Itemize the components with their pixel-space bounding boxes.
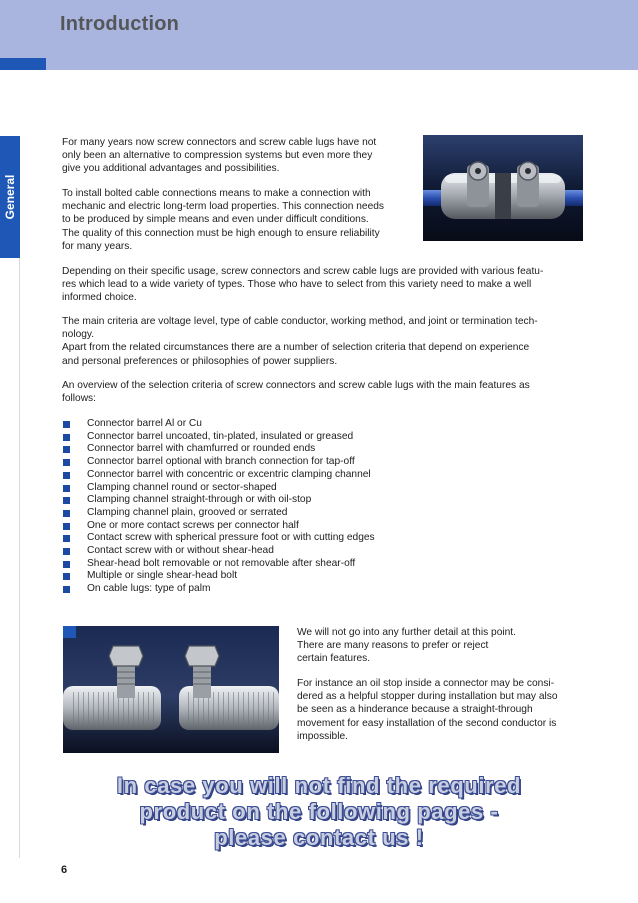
bullet-square-icon [63,535,70,542]
bullet-square-icon [63,497,70,504]
list-item: Contact screw with spherical pressure foot or with cutting edges [62,532,375,545]
screw-connector-photo [423,135,583,241]
list-item: Clamping channel round or sector-shaped [62,482,375,495]
list-item: Clamping channel straight-through or with oil-stop [62,494,375,507]
list-item: Contact screw with or without shear-head [62,545,375,558]
intro-paragraph-5: An overview of the selection criteria of screw connectors and screw cable lugs with the main features as follows: [62,380,530,405]
intro-paragraph-1: For many years now screw connectors and screw cable lugs have not only been an alternative to compression systems but even more they give you additional advantages and possibilities. [62,137,377,175]
bullet-square-icon [63,421,70,428]
list-item: Connector barrel optional with branch connection for tap-off [62,456,375,469]
list-item: Clamping channel plain, grooved or serrated [62,507,375,520]
cta-line-2: product on the following pages - [139,799,499,824]
intro-paragraph-4: The main criteria are voltage level, type of cable conductor, working method, and joint or termination tech- nology. Apart from the related circumstances there are a number of selection criteria that depend on experience and personal preferences or philosophies of power suppliers. [62,316,538,367]
bullet-square-icon [63,510,70,517]
note-paragraph-1: We will not go into any further detail at this point. There are many reasons to prefer or reject certain features. [297,627,516,665]
photo-corner-marker [63,626,76,638]
contact-call-to-action [60,773,578,851]
bullet-square-icon [63,523,70,530]
bullet-square-icon [63,459,70,466]
note-paragraph-2: For instance an oil stop inside a connector may be consi- dered as a helpful stopper during installation but may also be seen as a hinderance because a straight-through movement for easy installation of the second conductor is impossible. [297,678,558,742]
bullet-square-icon [63,472,70,479]
section-tab-label: General [3,174,17,220]
bullet-square-icon [63,434,70,441]
list-item: Connector barrel Al or Cu [62,418,375,431]
margin-rule [19,258,20,858]
list-item: Shear-head bolt removable or not removable after shear-off [62,558,375,571]
page-title: Introduction [60,13,180,35]
cta-line-1: In case you will not find the required [116,773,522,798]
header-accent-bar [0,58,46,70]
list-item: On cable lugs: type of palm [62,583,375,596]
list-item: Connector barrel with concentric or excentric clamping channel [62,469,375,482]
bullet-square-icon [63,446,70,453]
bullet-square-icon [63,561,70,568]
bullet-square-icon [63,586,70,593]
intro-paragraph-3: Depending on their specific usage, screw connectors and screw cable lugs are provided with various featu- res which lead to a wide variety of types. Those who have to select from this variety need to make a well informed choice. [62,266,544,304]
list-item: Connector barrel with chamfurred or rounded ends [62,443,375,456]
list-item: Connector barrel uncoated, tin-plated, insulated or greased [62,431,375,444]
criteria-list [62,418,375,596]
list-item: Multiple or single shear-head bolt [62,570,375,583]
intro-paragraph-2: To install bolted cable connections means to make a connection with mechanic and electric long-term load properties. This connection needs to be produced by simple means and even under difficult conditions. The quality of this connection must be high enough to ensure reliability for many years. [62,188,385,252]
page-number: 6 [61,864,68,876]
list-item: One or more contact screws per connector half [62,520,375,533]
bullet-square-icon [63,573,70,580]
threaded-connector-photo [63,626,279,753]
cta-line-3: please contact us ! [214,825,424,850]
bullet-square-icon [63,485,70,492]
bullet-square-icon [63,548,70,555]
